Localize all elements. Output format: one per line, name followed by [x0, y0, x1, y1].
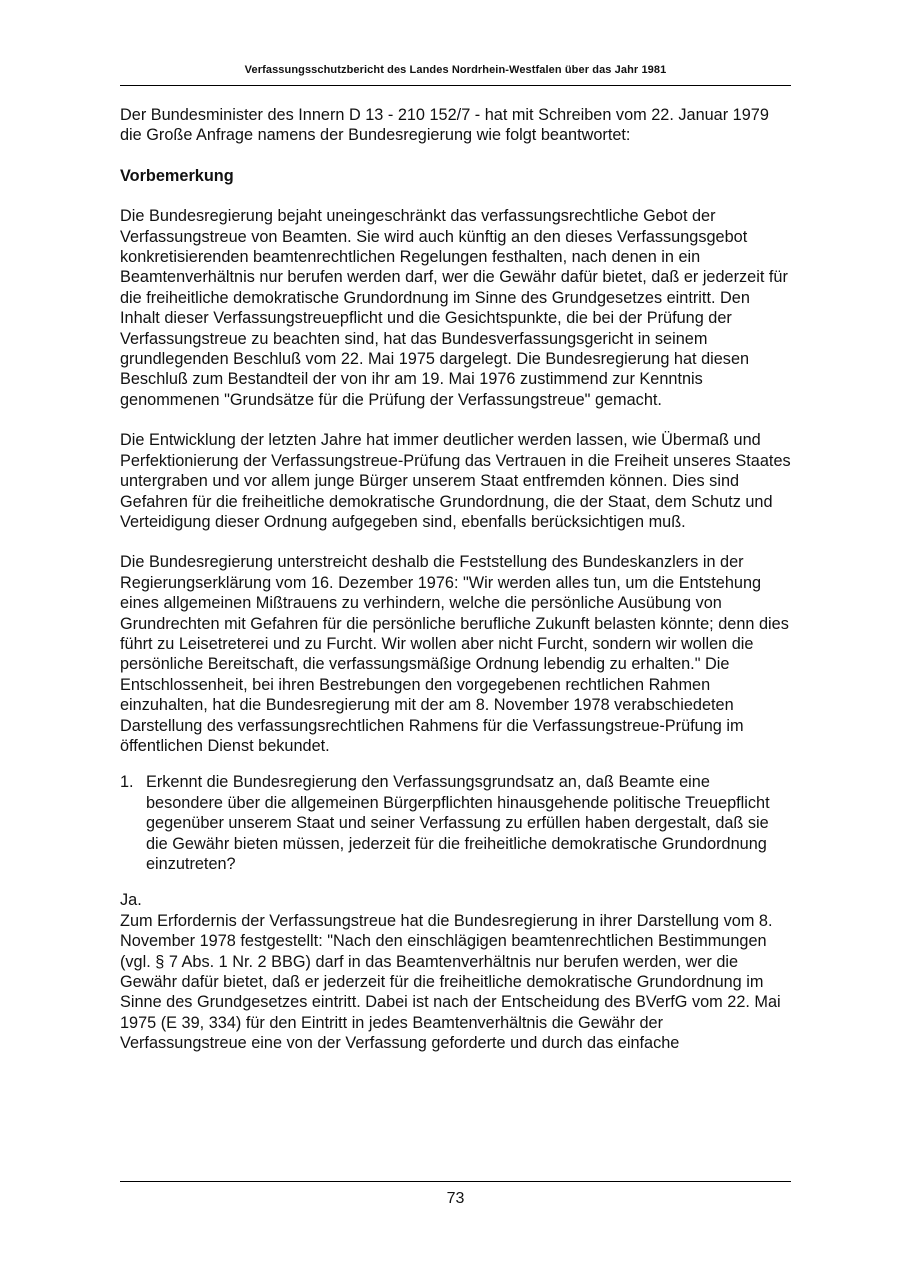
body-paragraph: Die Bundesregierung unterstreicht deshalb die Feststellung des Bundeskanzlers in der Regierungserklärung vom 16. Dezember 1976: "Wir werden alles tun, um die Entstehung eines allgemeinen Mißtrauens zu verhindern, welche die persönliche Ausübung von Grundrechten mit Gefahren für die persönliche berufliche Zukunft belasten könnte; denn dies führt zu Leisetreterei und zu Furcht. Wir wollen aber nicht Furcht, sondern wir wollen die persönliche Bereitschaft, die verfassungsmäßige Ordnung lebendig zu erhalten." Die Entschlossenheit, bei ihren Bestrebungen den vorgegebenen rechtlichen Rahmen einzuhalten, hat die Bundesregierung mit der am 8. November 1978 verabschiedeten Darstellung des verfassungsrechtlichen Rahmens für die Verfassungstreue-Prüfung im öffentlichen Dienst bekundet.	[120, 553, 789, 755]
section-heading: Vorbemerkung	[120, 166, 234, 185]
answer-text: Zum Erfordernis der Verfassungstreue hat die Bundesregierung in ihrer Darstellung vom 8. November 1978 festgestellt: "Nach den einschlägigen beamtenrechtlichen Bestimmungen (vgl. § 7 Abs. 1 Nr. 2 BBG) darf in das Beamtenverhältnis nur berufen werden, wer die Gewähr dafür bietet, daß er jederzeit für die freiheitliche demokratische Grundordnung im Sinne des Grundgesetzes eintritt. Dabei ist nach der Entscheidung des BVerfG vom 22. Mai 1975 (E 39, 334) für den Eintritt in jedes Beamtenverhältnis die Gewähr der Verfassungstreue eine von der Verfassung geforderte und durch das einfache	[120, 911, 781, 1053]
question-item	[120, 772, 791, 874]
question-text: Erkennt die Bundesregierung den Verfassungsgrundsatz an, daß Beamte eine besondere über die allgemeinen Bürgerpflichten hinausgehende politische Treuepflicht gegenüber unserem Staat und seiner Verfassung zu erfüllen haben dergestalt, daß sie die Gewähr bieten müssen, jederzeit für die freiheitliche demokratische Grundordnung einzutreten?	[146, 773, 770, 873]
header-rule	[120, 85, 791, 86]
answer-short: Ja.	[120, 891, 142, 910]
body-paragraph: Die Bundesregierung bejaht uneingeschränkt das verfassungsrechtliche Gebot der Verfassungstreue von Beamten. Sie wird auch künftig an den dieses Verfassungsgebot konkretisierenden beamtenrechtlichen Regelungen festhalten, nach denen in ein Beamtenverhältnis nur berufen werden darf, wer die Gewähr dafür bietet, daß er jederzeit für die freiheitliche demokratische Grundordnung im Sinne des Grundgesetzes eintritt. Den Inhalt dieser Verfassungstreuepflicht und die Gesichtspunkte, die bei der Prüfung der Verfassungstreue zu beachten sind, hat das Bundesverfassungsgericht in seinem grundlegenden Beschluß vom 22. Mai 1975 dargelegt. Die Bundesregierung hat diesen Beschluß zum Bestandteil der von ihr am 19. Mai 1976 zustimmend zur Kenntnis genommenen "Grundsätze für die Prüfung der Verfassungstreue" gemacht.	[120, 207, 788, 409]
document-body	[120, 105, 791, 1074]
footer-rule	[120, 1181, 791, 1182]
question-number: 1.	[120, 773, 134, 792]
page-number: 73	[446, 1190, 465, 1207]
page-header-title: Verfassungsschutzbericht des Landes Nordrhein-Westfalen über das Jahr 1981	[244, 64, 667, 76]
intro-paragraph: Der Bundesminister des Innern D 13 - 210 152/7 - hat mit Schreiben vom 22. Januar 1979 die Große Anfrage namens der Bundesregierung wie folgt beantwortet:	[120, 106, 769, 145]
body-paragraph: Die Entwicklung der letzten Jahre hat immer deutlicher werden lassen, wie Übermaß und Perfektionierung der Verfassungstreue-Prüfung das Vertrauen in die Freiheit unseres Staates untergraben und vor allem junge Bürger unserem Staat entfremden können. Dies sind Gefahren für die freiheitliche demokratische Grundordnung, die der Staat, dem Schutz und Verteidigung dieser Ordnung aufgegeben sind, ebenfalls berücksichtigen muß.	[120, 431, 791, 531]
